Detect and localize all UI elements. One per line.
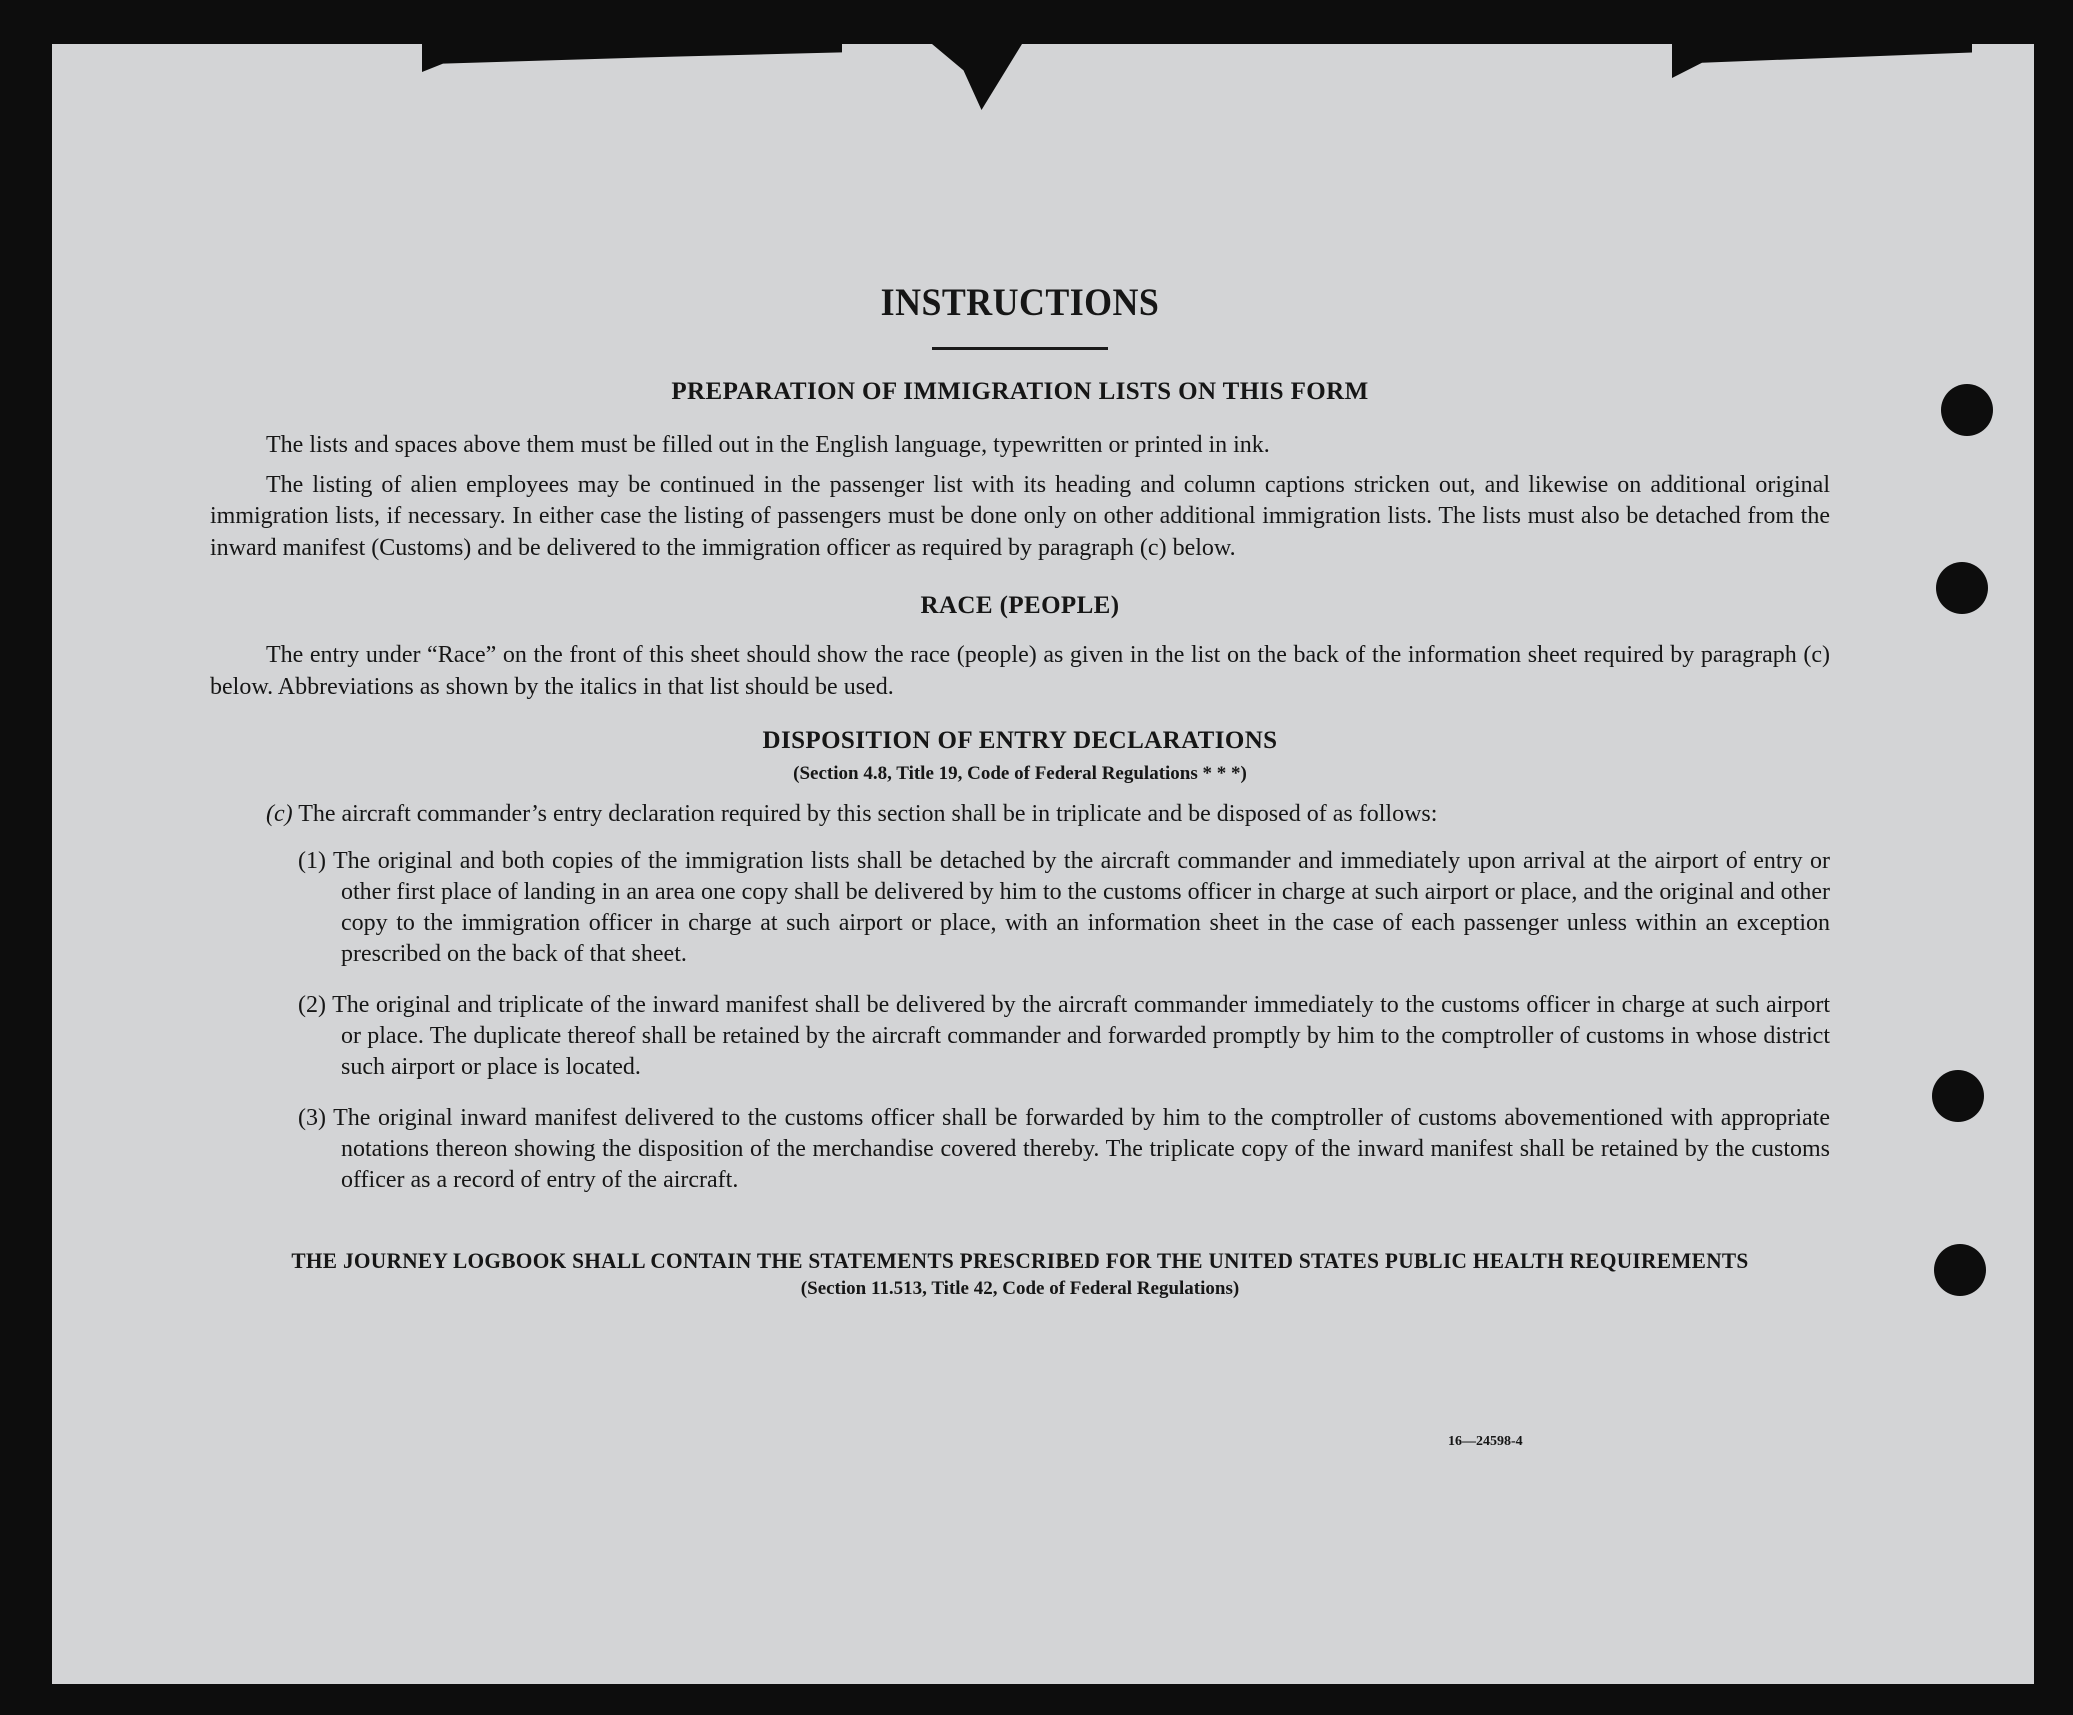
section-citation: (Section 4.8, Title 19, Code of Federal Regulations * * *) [793,763,1247,784]
disposition-list [210,846,1830,1196]
public-health-citation: (Section 11.513, Title 42, Code of Federal Regulations) [800,1278,1240,1299]
torn-edge-left [422,44,842,72]
instructions-body [210,280,1830,1300]
paragraph: The entry under “Race” on the front of this sheet should show the race (people) as given in the list on the back of the information sheet required by paragraph (c) below. Abbreviations as shown by the italics in that list should be used. [210,642,1830,700]
torn-edge-right [1672,44,1972,78]
page-title: INSTRUCTIONS [880,281,1160,324]
punch-hole [1934,1244,1986,1296]
list-item-label: (1) [298,848,326,874]
paragraph: The listing of alien employees may be continued in the passenger list with its heading and column captions stricken out, and likewise on additional original immigration lists, if necessary. In either case the listing of passengers must be done only on other additional immigration lists. The lists must also be detached from the inward manifest (Customs) and be delivered to the immigration officer as required by paragraph (c) below. [210,471,1830,561]
section-heading-disposition: DISPOSITION OF ENTRY DECLARATIONS [762,727,1278,754]
punch-hole [1936,562,1988,614]
clause-label: (c) [266,801,293,827]
form-number: 16—24598-4 [1448,1434,1523,1449]
list-item-text: The original and both copies of the immigration lists shall be detached by the aircraft commander and immediately upon arrival at the airport of entry or other first place of landing in an area one copy shall be delivered by him to the customs officer in charge at such airport or place, and the original and other copy to the immigration officer in charge at such airport or place, with an information sheet in the case of each passenger unless within an exception prescribed on the back of that sheet. [332,848,1830,967]
list-item-text: The original and triplicate of the inward manifest shall be delivered by the aircraft commander immediately to the customs officer in charge at such airport or place. The duplicate thereof shall be retained by the aircraft commander and forwarded promptly by him to the comptroller of customs in whose district such airport or place is located. [332,992,1830,1080]
list-item [210,846,1830,970]
list-item [210,1103,1830,1196]
list-item-label: (3) [298,1105,326,1131]
clause-c [210,799,1830,830]
list-item [210,990,1830,1083]
title-underline [932,347,1108,350]
punch-hole [1941,384,1993,436]
section-heading-race: RACE (PEOPLE) [920,592,1120,619]
list-item-label: (2) [298,992,326,1018]
paragraph: The lists and spaces above them must be filled out in the English language, typewritten or printed in ink. [266,432,1270,458]
clause-text: The aircraft commander’s entry declaration required by this section shall be in triplicate and be disposed of as follows: [298,801,1438,827]
torn-edge-middle [932,44,1022,110]
section-heading-preparation: PREPARATION OF IMMIGRATION LISTS ON THIS FORM [671,378,1369,405]
public-health-statement: THE JOURNEY LOGBOOK SHALL CONTAIN THE STATEMENTS PRESCRIBED FOR THE UNITED STATES PUBLIC HEALTH REQUIREMENTS [291,1248,1749,1273]
list-item-text: The original inward manifest delivered to the customs officer shall be forwarded by him to the comptroller of customs abovementioned with appropriate notations thereon showing the disposition of the merchandise covered thereby. The triplicate copy of the inward manifest shall be retained by the customs officer as a record of entry of the aircraft. [333,1105,1830,1193]
punch-hole [1932,1070,1984,1122]
